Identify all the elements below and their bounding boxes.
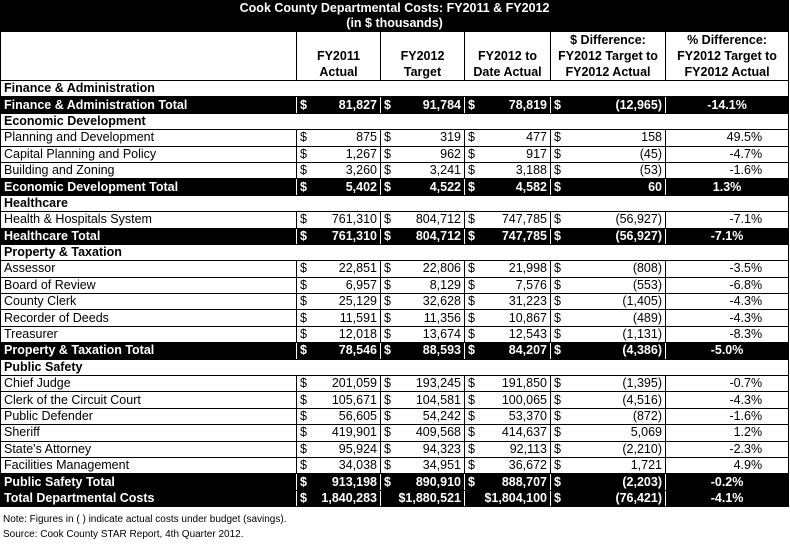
currency-symbol: $ bbox=[297, 277, 311, 293]
currency-symbol: $ bbox=[551, 376, 565, 392]
percent-difference-value: -8.3% bbox=[666, 326, 789, 342]
currency-symbol: $ bbox=[297, 343, 311, 359]
table-row bbox=[1, 441, 789, 457]
fy2012-target-value: 104,581 bbox=[395, 392, 465, 408]
fy2012-target-value: 94,323 bbox=[395, 441, 465, 457]
currency-symbol: $ bbox=[297, 425, 311, 441]
table-row bbox=[1, 457, 789, 473]
fy2012-to-date-actual-value: 84,207 bbox=[479, 343, 551, 359]
currency-symbol: $ bbox=[297, 457, 311, 473]
dollar-difference-value: (2,210) bbox=[565, 441, 666, 457]
fy2011-actual-value: 25,129 bbox=[311, 294, 381, 310]
fy2012-target-value: 890,910 bbox=[395, 474, 465, 490]
currency-symbol: $ bbox=[551, 146, 565, 162]
dollar-difference-value: (76,421) bbox=[565, 490, 666, 506]
currency-symbol: $ bbox=[465, 162, 479, 178]
currency-symbol: $ bbox=[381, 408, 395, 424]
currency-symbol: $ bbox=[551, 408, 565, 424]
table-row bbox=[1, 146, 789, 162]
table-title-row bbox=[1, 1, 789, 32]
fy2012-target-value: 4,522 bbox=[395, 179, 465, 195]
fy2011-actual-value: 6,957 bbox=[311, 277, 381, 293]
title-line-1: Cook County Departmental Costs: FY2011 & FY2012 bbox=[239, 1, 550, 15]
fy2011-actual-value: 5,402 bbox=[311, 179, 381, 195]
percent-difference-value: -6.8% bbox=[666, 277, 789, 293]
dollar-difference-value: (56,927) bbox=[565, 228, 666, 244]
fy2012-to-date-actual-value: 4,582 bbox=[479, 179, 551, 195]
currency-symbol: $ bbox=[297, 294, 311, 310]
table-title bbox=[1, 1, 789, 32]
percent-difference-value: -4.3% bbox=[666, 310, 789, 326]
section-header-row bbox=[1, 244, 789, 260]
currency-symbol: $ bbox=[297, 261, 311, 277]
total-row bbox=[1, 179, 789, 195]
table-row bbox=[1, 212, 789, 228]
dollar-difference-value: (12,965) bbox=[565, 97, 666, 113]
header-dollar-difference: $ Difference: FY2012 Target to FY2012 Actual bbox=[551, 32, 666, 81]
percent-difference-value: -4.1% bbox=[666, 490, 789, 506]
currency-symbol: $ bbox=[297, 310, 311, 326]
fy2012-target-value: 34,951 bbox=[395, 457, 465, 473]
currency-symbol: $ bbox=[551, 474, 565, 490]
department-name: Recorder of Deeds bbox=[1, 310, 297, 326]
fy2012-to-date-actual-value: 747,785 bbox=[479, 228, 551, 244]
fy2012-to-date-actual-value: 78,819 bbox=[479, 97, 551, 113]
currency-symbol: $ bbox=[551, 97, 565, 113]
table-row bbox=[1, 326, 789, 342]
dollar-difference-value: (1,131) bbox=[565, 326, 666, 342]
currency-symbol: $ bbox=[381, 343, 395, 359]
currency-symbol: $ bbox=[381, 441, 395, 457]
fy2012-to-date-actual-value: 477 bbox=[479, 130, 551, 146]
dollar-difference-value: (53) bbox=[565, 162, 666, 178]
currency-symbol: $ bbox=[297, 162, 311, 178]
currency-symbol: $ bbox=[381, 162, 395, 178]
section-header-label: Finance & Administration bbox=[1, 81, 789, 97]
currency-symbol: $ bbox=[465, 425, 479, 441]
currency-symbol: $ bbox=[551, 310, 565, 326]
fy2012-to-date-actual-value: 7,576 bbox=[479, 277, 551, 293]
currency-symbol: $ bbox=[381, 457, 395, 473]
fy2011-actual-value: 761,310 bbox=[311, 228, 381, 244]
percent-difference-value: -3.5% bbox=[666, 261, 789, 277]
fy2012-to-date-actual-value: 31,223 bbox=[479, 294, 551, 310]
percent-difference-value: -14.1% bbox=[666, 97, 789, 113]
department-name: Property & Taxation Total bbox=[1, 343, 297, 359]
department-name: Health & Hospitals System bbox=[1, 212, 297, 228]
section-header-label: Healthcare bbox=[1, 195, 789, 211]
department-name: Finance & Administration Total bbox=[1, 97, 297, 113]
fy2011-actual-value: 913,198 bbox=[311, 474, 381, 490]
currency-symbol: $ bbox=[551, 179, 565, 195]
currency-symbol: $ bbox=[551, 343, 565, 359]
dollar-difference-value: (872) bbox=[565, 408, 666, 424]
fy2012-target-value: 22,806 bbox=[395, 261, 465, 277]
percent-difference-value: -5.0% bbox=[666, 343, 789, 359]
fy2012-to-date-actual-value: 10,867 bbox=[479, 310, 551, 326]
table-row bbox=[1, 392, 789, 408]
section-header-row bbox=[1, 359, 789, 375]
currency-symbol: $ bbox=[465, 212, 479, 228]
fy2011-actual-value: 1,267 bbox=[311, 146, 381, 162]
currency-symbol: $ bbox=[297, 392, 311, 408]
fy2011-actual-value: 34,038 bbox=[311, 457, 381, 473]
department-name: Economic Development Total bbox=[1, 179, 297, 195]
fy2012-target-value: 54,242 bbox=[395, 408, 465, 424]
fy2011-actual-value: 3,260 bbox=[311, 162, 381, 178]
currency-symbol: $ bbox=[551, 228, 565, 244]
fy2011-actual-value: 78,546 bbox=[311, 343, 381, 359]
total-row bbox=[1, 228, 789, 244]
currency-symbol: $ bbox=[465, 326, 479, 342]
department-name: Total Departmental Costs bbox=[1, 490, 297, 506]
fy2012-target-value: 8,129 bbox=[395, 277, 465, 293]
fy2012-target-value: 409,568 bbox=[395, 425, 465, 441]
header-fy2012-to-date-actual: FY2012 to Date Actual bbox=[465, 32, 551, 81]
percent-difference-value: -4.3% bbox=[666, 294, 789, 310]
dollar-difference-value: (553) bbox=[565, 277, 666, 293]
currency-symbol: $ bbox=[297, 474, 311, 490]
currency-symbol: $ bbox=[551, 425, 565, 441]
fy2012-to-date-actual-value: $1,804,100 bbox=[479, 490, 551, 506]
department-name: Sheriff bbox=[1, 425, 297, 441]
total-row bbox=[1, 490, 789, 506]
currency-symbol: $ bbox=[297, 228, 311, 244]
fy2012-to-date-actual-value: 888,707 bbox=[479, 474, 551, 490]
fy2012-target-value: 88,593 bbox=[395, 343, 465, 359]
dollar-difference-value: (45) bbox=[565, 146, 666, 162]
currency-symbol: $ bbox=[381, 392, 395, 408]
fy2012-to-date-actual-value: 21,998 bbox=[479, 261, 551, 277]
fy2012-to-date-actual-value: 100,065 bbox=[479, 392, 551, 408]
percent-difference-value: -7.1% bbox=[666, 228, 789, 244]
table-row bbox=[1, 376, 789, 392]
currency-symbol: $ bbox=[297, 97, 311, 113]
currency-symbol: $ bbox=[465, 310, 479, 326]
dollar-difference-value: 5,069 bbox=[565, 425, 666, 441]
currency-symbol: $ bbox=[465, 179, 479, 195]
dollar-difference-value: 60 bbox=[565, 179, 666, 195]
footnote-source: Source: Cook County STAR Report, 4th Quarter 2012. bbox=[3, 529, 244, 540]
table-row bbox=[1, 425, 789, 441]
department-name: Treasurer bbox=[1, 326, 297, 342]
currency-symbol: $ bbox=[297, 146, 311, 162]
department-name: State's Attorney bbox=[1, 441, 297, 457]
currency-symbol: $ bbox=[381, 277, 395, 293]
fy2012-to-date-actual-value: 191,850 bbox=[479, 376, 551, 392]
total-row bbox=[1, 343, 789, 359]
currency-symbol: $ bbox=[297, 376, 311, 392]
department-name: Building and Zoning bbox=[1, 162, 297, 178]
fy2012-target-value: 91,784 bbox=[395, 97, 465, 113]
currency-symbol: $ bbox=[551, 326, 565, 342]
percent-difference-value: -1.6% bbox=[666, 408, 789, 424]
fy2012-target-value: $1,880,521 bbox=[395, 490, 465, 506]
currency-symbol: $ bbox=[551, 441, 565, 457]
dollar-difference-value: (489) bbox=[565, 310, 666, 326]
currency-symbol: $ bbox=[551, 392, 565, 408]
table-row bbox=[1, 261, 789, 277]
fy2012-target-value: 319 bbox=[395, 130, 465, 146]
fy2011-actual-value: 105,671 bbox=[311, 392, 381, 408]
currency-symbol: $ bbox=[551, 294, 565, 310]
fy2012-target-value: 804,712 bbox=[395, 212, 465, 228]
currency-symbol: $ bbox=[551, 130, 565, 146]
currency-symbol: $ bbox=[551, 277, 565, 293]
table-row bbox=[1, 162, 789, 178]
department-name: Board of Review bbox=[1, 277, 297, 293]
percent-difference-value: -0.7% bbox=[666, 376, 789, 392]
section-header-label: Public Safety bbox=[1, 359, 789, 375]
percent-difference-value: 1.3% bbox=[666, 179, 789, 195]
currency-symbol bbox=[381, 490, 395, 506]
percent-difference-value: -4.7% bbox=[666, 146, 789, 162]
percent-difference-value: -0.2% bbox=[666, 474, 789, 490]
fy2012-target-value: 32,628 bbox=[395, 294, 465, 310]
table-row bbox=[1, 130, 789, 146]
department-name: Chief Judge bbox=[1, 376, 297, 392]
title-line-2: (in $ thousands) bbox=[346, 16, 443, 30]
fy2012-to-date-actual-value: 414,637 bbox=[479, 425, 551, 441]
currency-symbol: $ bbox=[465, 408, 479, 424]
header-percent-difference: % Difference: FY2012 Target to FY2012 Actual bbox=[666, 32, 789, 81]
currency-symbol: $ bbox=[465, 343, 479, 359]
dollar-difference-value: (4,516) bbox=[565, 392, 666, 408]
currency-symbol: $ bbox=[465, 146, 479, 162]
currency-symbol: $ bbox=[297, 212, 311, 228]
dollar-difference-value: (1,395) bbox=[565, 376, 666, 392]
dollar-difference-value: 158 bbox=[565, 130, 666, 146]
department-name: Capital Planning and Policy bbox=[1, 146, 297, 162]
department-name: Public Defender bbox=[1, 408, 297, 424]
currency-symbol: $ bbox=[381, 474, 395, 490]
table-row bbox=[1, 294, 789, 310]
currency-symbol: $ bbox=[381, 146, 395, 162]
percent-difference-value: -1.6% bbox=[666, 162, 789, 178]
header-fy2012-target: FY2012 Target bbox=[381, 32, 465, 81]
table-row bbox=[1, 277, 789, 293]
currency-symbol: $ bbox=[381, 425, 395, 441]
section-header-label: Economic Development bbox=[1, 113, 789, 129]
dollar-difference-value: (1,405) bbox=[565, 294, 666, 310]
currency-symbol: $ bbox=[465, 97, 479, 113]
currency-symbol: $ bbox=[465, 261, 479, 277]
currency-symbol: $ bbox=[381, 261, 395, 277]
fy2011-actual-value: 56,605 bbox=[311, 408, 381, 424]
section-header-row bbox=[1, 81, 789, 97]
currency-symbol: $ bbox=[551, 261, 565, 277]
currency-symbol: $ bbox=[381, 326, 395, 342]
currency-symbol: $ bbox=[465, 392, 479, 408]
percent-difference-value: 4.9% bbox=[666, 457, 789, 473]
fy2012-to-date-actual-value: 12,543 bbox=[479, 326, 551, 342]
fy2012-target-value: 193,245 bbox=[395, 376, 465, 392]
percent-difference-value: 1.2% bbox=[666, 425, 789, 441]
fy2012-target-value: 13,674 bbox=[395, 326, 465, 342]
table-row bbox=[1, 408, 789, 424]
currency-symbol: $ bbox=[465, 130, 479, 146]
currency-symbol: $ bbox=[551, 212, 565, 228]
fy2012-to-date-actual-value: 92,113 bbox=[479, 441, 551, 457]
currency-symbol: $ bbox=[297, 441, 311, 457]
percent-difference-value: -7.1% bbox=[666, 212, 789, 228]
total-row bbox=[1, 97, 789, 113]
footnote-note: Note: Figures in ( ) indicate actual costs under budget (savings). bbox=[3, 514, 287, 525]
fy2012-to-date-actual-value: 36,672 bbox=[479, 457, 551, 473]
percent-difference-value: -4.3% bbox=[666, 392, 789, 408]
fy2012-to-date-actual-value: 747,785 bbox=[479, 212, 551, 228]
dollar-difference-value: 1,721 bbox=[565, 457, 666, 473]
dollar-difference-value: (56,927) bbox=[565, 212, 666, 228]
department-name: County Clerk bbox=[1, 294, 297, 310]
percent-difference-value: -2.3% bbox=[666, 441, 789, 457]
dollar-difference-value: (4,386) bbox=[565, 343, 666, 359]
fy2012-target-value: 3,241 bbox=[395, 162, 465, 178]
footnotes bbox=[3, 512, 286, 542]
currency-symbol: $ bbox=[297, 179, 311, 195]
department-name: Public Safety Total bbox=[1, 474, 297, 490]
header-blank-cell bbox=[1, 32, 297, 81]
fy2011-actual-value: 419,901 bbox=[311, 425, 381, 441]
currency-symbol: $ bbox=[297, 130, 311, 146]
fy2012-to-date-actual-value: 3,188 bbox=[479, 162, 551, 178]
currency-symbol: $ bbox=[381, 179, 395, 195]
total-row bbox=[1, 474, 789, 490]
fy2011-actual-value: 22,851 bbox=[311, 261, 381, 277]
currency-symbol: $ bbox=[381, 294, 395, 310]
header-fy2011-actual: FY2011 Actual bbox=[297, 32, 381, 81]
currency-symbol: $ bbox=[297, 326, 311, 342]
fy2012-target-value: 962 bbox=[395, 146, 465, 162]
currency-symbol: $ bbox=[381, 212, 395, 228]
fy2011-actual-value: 12,018 bbox=[311, 326, 381, 342]
currency-symbol: $ bbox=[381, 228, 395, 244]
fy2012-target-value: 804,712 bbox=[395, 228, 465, 244]
fy2011-actual-value: 81,827 bbox=[311, 97, 381, 113]
currency-symbol: $ bbox=[465, 376, 479, 392]
currency-symbol: $ bbox=[297, 408, 311, 424]
currency-symbol: $ bbox=[381, 310, 395, 326]
currency-symbol: $ bbox=[381, 130, 395, 146]
currency-symbol: $ bbox=[465, 294, 479, 310]
currency-symbol: $ bbox=[465, 457, 479, 473]
section-header-row bbox=[1, 195, 789, 211]
fy2011-actual-value: 11,591 bbox=[311, 310, 381, 326]
currency-symbol: $ bbox=[297, 490, 311, 506]
column-header-row bbox=[1, 32, 789, 81]
percent-difference-value: 49.5% bbox=[666, 130, 789, 146]
fy2011-actual-value: 201,059 bbox=[311, 376, 381, 392]
currency-symbol: $ bbox=[465, 277, 479, 293]
currency-symbol: $ bbox=[465, 228, 479, 244]
fy2012-to-date-actual-value: 53,370 bbox=[479, 408, 551, 424]
department-name: Planning and Development bbox=[1, 130, 297, 146]
department-name: Clerk of the Circuit Court bbox=[1, 392, 297, 408]
currency-symbol: $ bbox=[381, 376, 395, 392]
fy2011-actual-value: 1,840,283 bbox=[311, 490, 381, 506]
table-row bbox=[1, 310, 789, 326]
currency-symbol: $ bbox=[551, 490, 565, 506]
section-header-label: Property & Taxation bbox=[1, 244, 789, 260]
department-name: Healthcare Total bbox=[1, 228, 297, 244]
dollar-difference-value: (2,203) bbox=[565, 474, 666, 490]
currency-symbol: $ bbox=[551, 162, 565, 178]
fy2012-target-value: 11,356 bbox=[395, 310, 465, 326]
department-name: Assessor bbox=[1, 261, 297, 277]
fy2011-actual-value: 875 bbox=[311, 130, 381, 146]
currency-symbol bbox=[465, 490, 479, 506]
fy2012-to-date-actual-value: 917 bbox=[479, 146, 551, 162]
section-header-row bbox=[1, 113, 789, 129]
currency-symbol: $ bbox=[381, 97, 395, 113]
fy2011-actual-value: 95,924 bbox=[311, 441, 381, 457]
currency-symbol: $ bbox=[551, 457, 565, 473]
currency-symbol: $ bbox=[465, 441, 479, 457]
dollar-difference-value: (808) bbox=[565, 261, 666, 277]
currency-symbol: $ bbox=[465, 474, 479, 490]
department-name: Facilities Management bbox=[1, 457, 297, 473]
fy2011-actual-value: 761,310 bbox=[311, 212, 381, 228]
